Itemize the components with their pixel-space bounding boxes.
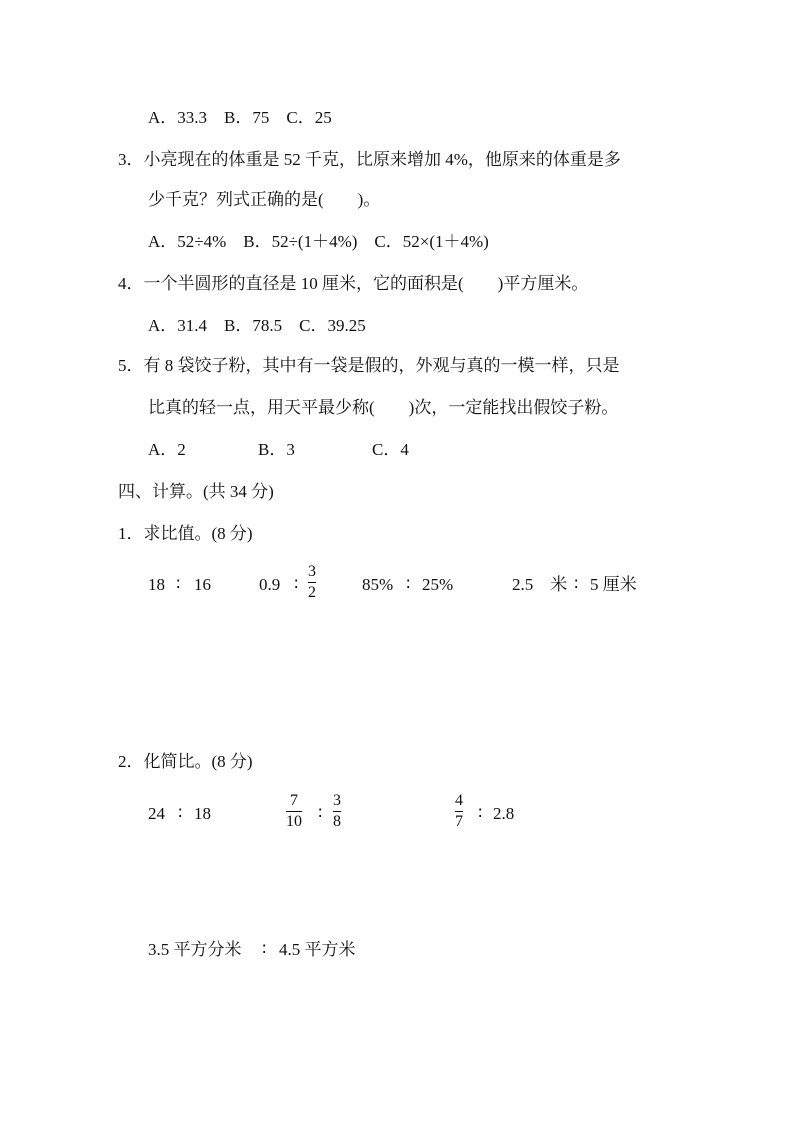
fraction-bar bbox=[308, 582, 316, 583]
ratio-colon: ∶ bbox=[262, 940, 267, 959]
ratio-colon: ∶ bbox=[574, 575, 579, 594]
ratio-colon: ∶ bbox=[406, 575, 411, 594]
q5-option-b: B．3 bbox=[258, 440, 295, 459]
fraction-bar bbox=[333, 811, 341, 812]
sub1-expr4-left: 2.5 米 bbox=[512, 575, 568, 594]
sub2-expr4-right: 4.5 平方米 bbox=[279, 940, 356, 959]
sub1-expr2-fraction bbox=[308, 563, 316, 602]
sub1-title: 1．求比值。(8 分) bbox=[118, 524, 253, 543]
fraction-denominator: 2 bbox=[308, 584, 316, 601]
fraction-numerator: 4 bbox=[455, 792, 463, 809]
sub2-expr2-fraction-left bbox=[286, 792, 302, 831]
sub1-expr3-right: 25% bbox=[422, 575, 454, 594]
sub1-expr4-right: 5 厘米 bbox=[590, 575, 637, 594]
fraction-numerator: 3 bbox=[308, 563, 316, 580]
fraction-numerator: 3 bbox=[333, 792, 341, 809]
q4-options: A．31.4 B．78.5 C．39.25 bbox=[148, 316, 366, 335]
fraction-denominator: 7 bbox=[455, 813, 463, 830]
q2-options: A．33.3 B．75 C．25 bbox=[148, 108, 332, 127]
fraction-denominator: 8 bbox=[333, 813, 341, 830]
q5-option-a: A．2 bbox=[148, 440, 186, 459]
sub2-expr1-left: 24 bbox=[148, 804, 165, 823]
q4-text: 4．一个半圆形的直径是 10 厘米，它的面积是( )平方厘米。 bbox=[118, 274, 589, 293]
q5-option-c: C．4 bbox=[372, 440, 409, 459]
fraction-denominator: 10 bbox=[286, 813, 302, 830]
sub2-expr1-right: 18 bbox=[194, 804, 211, 823]
section-4-title: 四、计算。(共 34 分) bbox=[118, 482, 274, 501]
fraction-numerator: 7 bbox=[290, 792, 298, 809]
q3-text-line1: 3．小亮现在的体重是 52 千克，比原来增加 4%，他原来的体重是多 bbox=[118, 150, 621, 169]
q3-options: A．52÷4% B．52÷(1＋4%) C．52×(1＋4%) bbox=[148, 232, 489, 251]
sub1-expr3-left: 85% bbox=[362, 575, 394, 594]
sub1-expr1-left: 18 bbox=[148, 575, 165, 594]
sub1-expr1-right: 16 bbox=[194, 575, 211, 594]
ratio-colon: ∶ bbox=[478, 804, 483, 823]
fraction-bar bbox=[455, 811, 463, 812]
ratio-colon: ∶ bbox=[176, 575, 181, 594]
sub2-expr4-left: 3.5 平方分米 bbox=[148, 940, 242, 959]
q5-text-line1: 5．有 8 袋饺子粉，其中有一袋是假的，外观与真的一模一样，只是 bbox=[118, 356, 620, 375]
sub2-title: 2．化简比。(8 分) bbox=[118, 752, 253, 771]
sub2-expr3-right: 2.8 bbox=[493, 804, 515, 823]
sub2-expr3-fraction bbox=[455, 792, 463, 831]
fraction-bar bbox=[286, 811, 302, 812]
ratio-colon: ∶ bbox=[294, 575, 299, 594]
ratio-colon: ∶ bbox=[318, 804, 323, 823]
ratio-colon: ∶ bbox=[178, 804, 183, 823]
q5-text-line2: 比真的轻一点，用天平最少称( )次，一定能找出假饺子粉。 bbox=[148, 398, 619, 417]
sub2-expr2-fraction-right bbox=[333, 792, 341, 831]
q3-text-line2: 少千克？列式正确的是( )。 bbox=[148, 190, 381, 209]
sub1-expr2-left: 0.9 bbox=[259, 575, 281, 594]
